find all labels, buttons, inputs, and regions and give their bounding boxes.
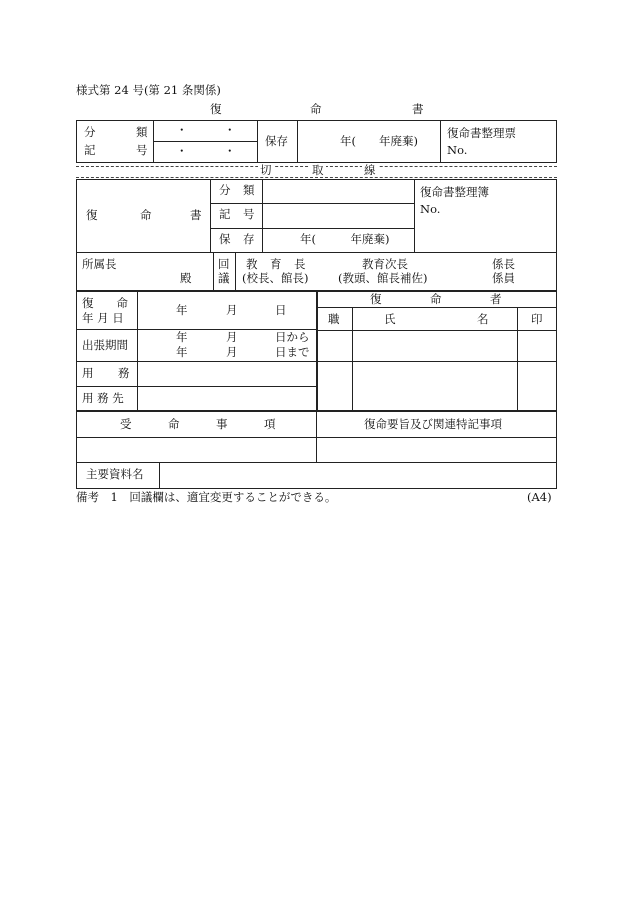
ledger-label: 復命書整理簿 (420, 185, 489, 199)
bunrui-char-1: 分 (84, 125, 96, 139)
date-label-line-2: 年 月 日 (82, 311, 124, 325)
received-char-3: 事 (216, 417, 228, 431)
period-from-year: 年 (176, 330, 188, 344)
received-char-4: 項 (264, 417, 276, 431)
col-shi: 氏 (384, 312, 396, 326)
col-in: 印 (531, 312, 543, 326)
period-from-month: 月 (226, 330, 238, 344)
fukumeisho-char-3: 書 (190, 208, 202, 222)
shozokucho-label: 所属長 (82, 257, 117, 271)
title-char-2: 命 (310, 102, 322, 116)
title-char-3: 書 (412, 102, 424, 116)
fukumeisho-char-2: 命 (140, 208, 152, 222)
fukumeisho-char-1: 復 (86, 208, 98, 222)
hozon-char-2: 存 (243, 232, 255, 246)
paper-size: (A4) (527, 490, 552, 504)
summary-header: 復命要旨及び関連特記事項 (364, 417, 502, 431)
cut-line-char-2: 取 (312, 163, 324, 177)
yomusaki-label: 用 務 先 (82, 391, 124, 405)
ledger-no: No. (420, 202, 441, 216)
kigou-char-2: 号 (243, 207, 255, 221)
kaigi-char-2: 議 (218, 271, 230, 285)
footnote: 備考 1 回議欄は、適宜変更することができる。 (76, 490, 337, 504)
period-label: 出張期間 (82, 338, 128, 352)
bunrui-char-2: 類 (136, 125, 148, 139)
hozon-label: 保存 (265, 134, 288, 148)
title-char-1: 復 (210, 102, 222, 116)
date-day: 日 (275, 303, 287, 317)
bunrui-char-2: 類 (243, 183, 255, 197)
hozon-value: 年( 年廃棄) (340, 134, 418, 148)
yomu-char-2: 務 (118, 366, 130, 380)
yomu-char-1: 用 (82, 366, 94, 380)
col-shoku: 職 (328, 312, 340, 326)
received-char-2: 命 (168, 417, 180, 431)
period-to-year: 年 (176, 345, 188, 359)
dot: ・ (176, 144, 188, 158)
kakaricho-label: 係長 (492, 257, 515, 271)
period-from-day: 日から (275, 330, 310, 344)
kyoikucho-char-3: 長 (294, 257, 306, 271)
dono-label: 殿 (180, 271, 192, 285)
kakariin-label: 係員 (492, 271, 515, 285)
kyoikucho-char-1: 教 (246, 257, 258, 271)
cut-line-char-3: 線 (364, 163, 376, 177)
kigou-char-1: 記 (219, 207, 231, 221)
reporter-char-1: 復 (370, 292, 382, 306)
reporter-char-3: 者 (490, 292, 502, 306)
period-to-month: 月 (226, 345, 238, 359)
cut-line-char-1: 切 (260, 163, 272, 177)
kyoikucho-char-2: 育 (270, 257, 282, 271)
form-number: 様式第 24 号(第 21 条関係) (76, 83, 221, 97)
dot: ・ (176, 123, 188, 137)
jicho-sub: (教頭、館長補佐) (338, 271, 428, 285)
jicho-label: 教育次長 (362, 257, 408, 271)
col-mei: 名 (477, 312, 489, 326)
kyoikucho-sub: (校長、館長) (242, 271, 309, 285)
reporter-char-2: 命 (430, 292, 442, 306)
period-to-day: 日まで (275, 345, 310, 359)
materials-label: 主要資料名 (86, 467, 144, 481)
hozon-value: 年( 年廃棄) (300, 232, 390, 246)
hozon-char-1: 保 (219, 232, 231, 246)
kigou-char-2: 号 (136, 143, 148, 157)
kigou-char-1: 記 (84, 143, 96, 157)
dot: ・ (224, 123, 236, 137)
date-label-line-1: 復 命 (82, 296, 128, 310)
received-char-1: 受 (120, 417, 132, 431)
date-year: 年 (176, 303, 188, 317)
ledger-no: No. (447, 143, 468, 157)
date-month: 月 (226, 303, 238, 317)
dot: ・ (224, 144, 236, 158)
bunrui-char-1: 分 (219, 183, 231, 197)
kaigi-char-1: 回 (218, 257, 230, 271)
ledger-label: 復命書整理票 (447, 126, 516, 140)
